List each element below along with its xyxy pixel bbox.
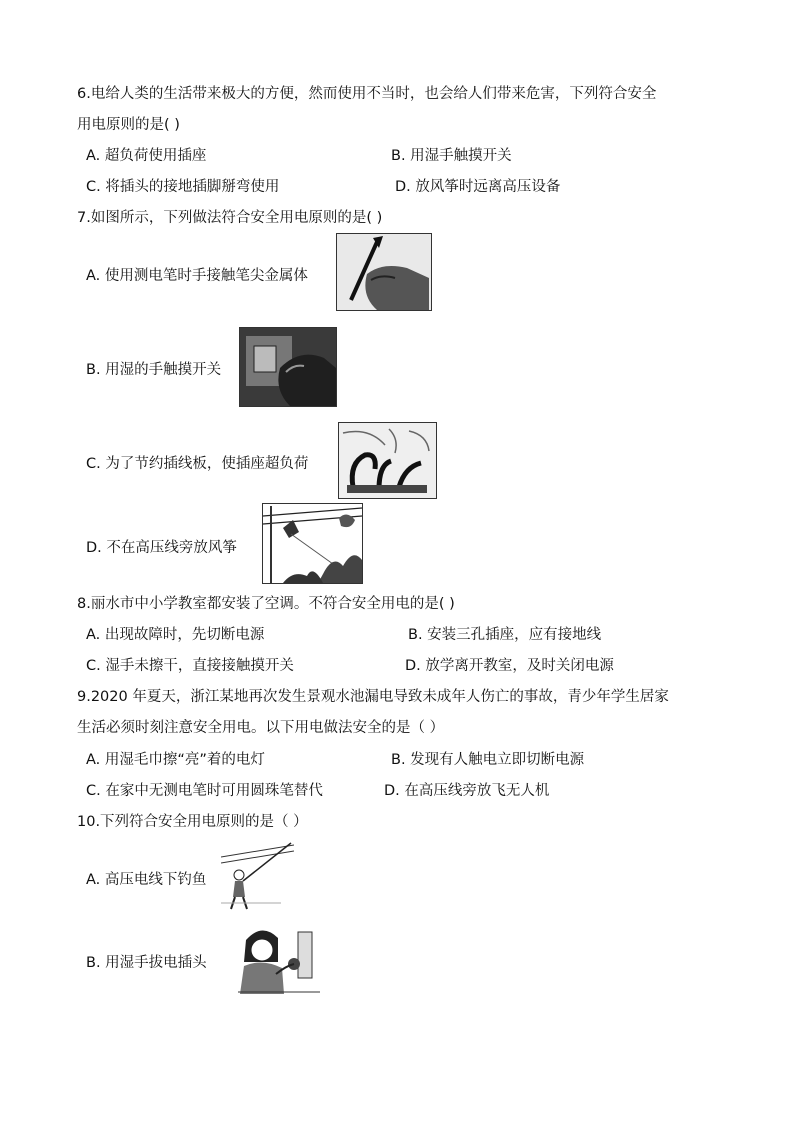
q9-option-b: B. 发现有人触电立即切断电源 bbox=[391, 752, 585, 768]
q9-stem-line1: 9.2020 年夏天，浙江某地再次发生景观水池漏电导致未成年人伤亡的事故，青少年学生居家 bbox=[77, 689, 669, 705]
overloaded-socket-image bbox=[338, 422, 437, 499]
q6-option-c: C. 将插头的接地插脚掰弯使用 bbox=[86, 179, 280, 195]
q6-option-d: D. 放风筝时远离高压设备 bbox=[395, 179, 561, 195]
fishing-under-power-line-image bbox=[221, 841, 294, 911]
q8-option-a: A. 出现故障时，先切断电源 bbox=[86, 627, 265, 643]
wet-hand-unplugging-image bbox=[238, 922, 320, 994]
q6-stem-line1: 6.电给人类的生活带来极大的方便，然而使用不当时，也会给人们带来危害，下列符合安全 bbox=[77, 86, 657, 102]
q8-stem: 8.丽水市中小学教室都安装了空调。不符合安全用电的是( ) bbox=[77, 596, 455, 612]
q9-option-d: D. 在高压线旁放飞无人机 bbox=[384, 783, 550, 799]
q7-option-d: D. 不在高压线旁放风筝 bbox=[86, 540, 237, 556]
q7-option-b: B. 用湿的手触摸开关 bbox=[86, 362, 222, 378]
kite-near-power-line-image bbox=[262, 503, 363, 584]
q7-option-c: C. 为了节约插线板，使插座超负荷 bbox=[86, 456, 309, 472]
wet-hand-touching-switch-image bbox=[239, 327, 337, 407]
q10-option-a: A. 高压电线下钓鱼 bbox=[86, 872, 207, 888]
q10-stem: 10.下列符合安全用电原则的是（ ） bbox=[77, 814, 308, 830]
q6-option-b: B. 用湿手触摸开关 bbox=[391, 148, 512, 164]
q7-stem: 7.如图所示，下列做法符合安全用电原则的是( ) bbox=[77, 210, 383, 226]
q9-option-c: C. 在家中无测电笔时可用圆珠笔替代 bbox=[86, 783, 323, 799]
q8-option-d: D. 放学离开教室，及时关闭电源 bbox=[405, 658, 614, 674]
hand-holding-test-pen-image bbox=[336, 233, 432, 311]
q9-stem-line2: 生活必须时刻注意安全用电。以下用电做法安全的是（ ） bbox=[77, 720, 445, 736]
q10-option-b: B. 用湿手拔电插头 bbox=[86, 955, 207, 971]
q8-option-c: C. 湿手未擦干，直接接触摸开关 bbox=[86, 658, 294, 674]
q6-stem-line2: 用电原则的是( ) bbox=[77, 117, 180, 133]
q6-option-a: A. 超负荷使用插座 bbox=[86, 148, 207, 164]
q9-option-a: A. 用湿毛巾擦“亮”着的电灯 bbox=[86, 752, 265, 768]
q7-option-a: A. 使用测电笔时手接触笔尖金属体 bbox=[86, 268, 308, 284]
q8-option-b: B. 安装三孔插座，应有接地线 bbox=[408, 627, 602, 643]
